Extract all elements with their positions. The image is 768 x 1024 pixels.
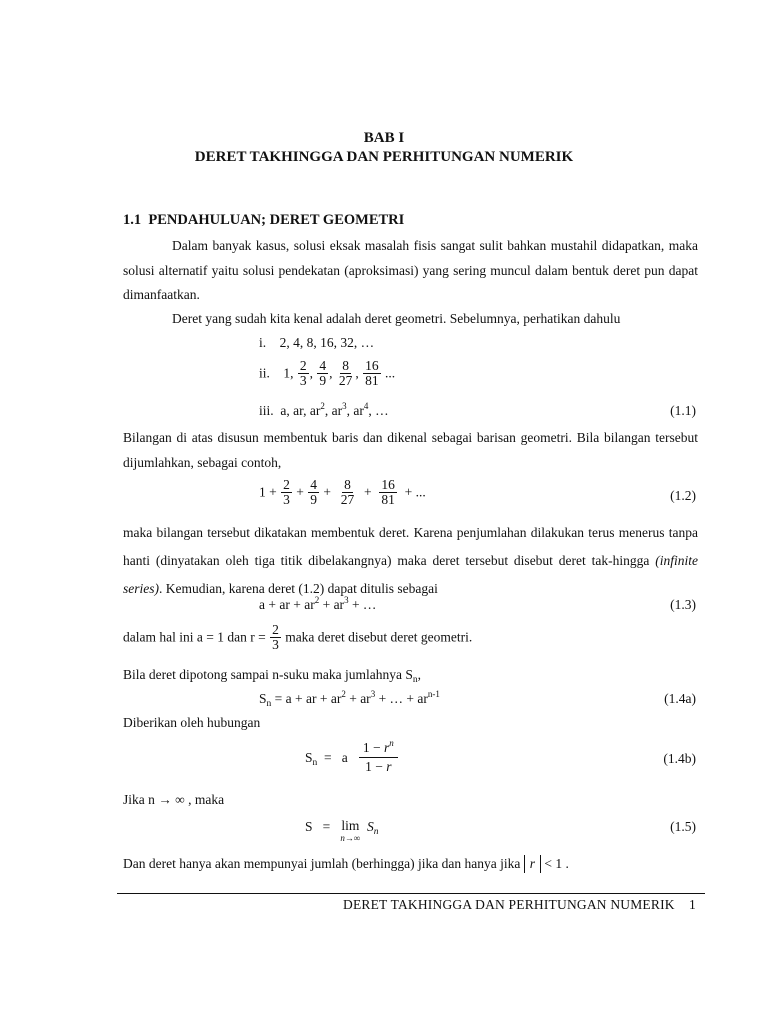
convergence-text-a: Dan deret hanya akan mempunyai jumlah (berhingga) jika dan hanya jika [123, 856, 524, 871]
fraction-8-27-sum: $\frac{8}{27}$ [340, 477, 355, 508]
fraction-8-27: $\frac{8}{27}$ [338, 358, 353, 389]
list-label-ii: ii. [259, 365, 270, 381]
ratio-text-a: dalam hal ini a = 1 dan r = [123, 629, 270, 645]
paragraph-intro: Dalam banyak kasus, solusi eksak masalah fisis sangat sulit bahkan mustahil didapatkan, maka solusi alternatif yaitu solusi pendekatan (aproksimasi) yang sering muncul dalam bentuk deret pun dapat dimanfaatkan. [123, 238, 698, 302]
chapter-label: BAB I [363, 130, 405, 146]
fraction-4-9: $\frac{4}{9}$ [319, 358, 327, 389]
fraction-2-3-sum: $\frac{2}{3}$ [283, 477, 290, 508]
equation-limit: S = lim n→∞ $S_n$ [305, 818, 379, 843]
list-item-ii: ii. 1, $\frac{2}{3}$ , $\frac{4}{9}$ , $\frac{8}{27}$ , $\frac{16}{81}$ ... [259, 358, 396, 389]
paragraph-limit: Jika n → ∞ , maka [123, 792, 225, 807]
partial-sum-comma: , [417, 667, 421, 682]
paragraph-sequence: Bilangan di atas disusun membentuk baris dan dikenal sebagai barisan geometri. Bila bilangan tersebut dijumlahkan, sebagai contoh, [123, 430, 698, 470]
equation-number-1-4b: (1.4b) [663, 751, 696, 766]
section-heading [123, 212, 404, 229]
equation-number-1-1: (1.1) [670, 403, 696, 418]
section-number: 1.1 [123, 212, 142, 228]
list-label-i: i. [259, 335, 267, 350]
equation-geometric-series: a + ar + $ar^2 + ar^3$ + … [259, 595, 377, 612]
list-item-i [259, 335, 374, 351]
limit-operator: lim n→∞ [340, 818, 361, 843]
list-label-iii: iii. [259, 403, 274, 418]
paragraph-text-a: maka bilangan tersebut dikatakan membentuk deret. Karena penjumlahan dilakukan terus menerus tanpa hanti (dinyatakan oleh tiga titik dibelakangnya) maka deret tersebut disebut deret tak-hingga [123, 525, 698, 568]
equation-series-sum: 1 + $\frac{2}{3}$ + $\frac{4}{9}$ + $\frac{8}{27}$ + $\frac{16}{81}$ + ... [259, 477, 426, 508]
equation-partial-sum: $S_n = a$ + ar + $ar^2 + ar^3$ + … + $ar^{n-1}$ [259, 689, 440, 709]
fraction-4-9-sum: $\frac{4}{9}$ [310, 477, 317, 508]
fraction-16-81-sum: $\frac{16}{81}$ [381, 477, 395, 508]
fraction-ratio: $\frac{2}{3}$ [272, 622, 279, 653]
paragraph-text-b: . Kemudian, karena deret (1.2) dapat ditulis sebagai [159, 581, 438, 596]
fraction-2-3: $\frac{2}{3}$ [299, 358, 307, 389]
fraction-sum-formula: $\frac{1 - r^n}{1 - r}$ [359, 741, 398, 774]
infinite-series-term: (infinite series) [123, 553, 698, 596]
paragraph-ratio [123, 623, 472, 652]
paragraph-convergence [123, 855, 569, 873]
page-number: 1 [689, 897, 696, 912]
ratio-text-b: maka deret disebut deret geometri. [281, 629, 473, 645]
equation-number-1-3: (1.3) [670, 597, 696, 612]
paragraph-infinite-series [123, 519, 698, 603]
list-item-iii: iii. a, ar, $ar^2$, $ar^3$, $ar^4$, … [259, 401, 389, 418]
page-footer [343, 897, 696, 913]
equation-number-1-5: (1.5) [670, 819, 696, 834]
footer-title: DERET TAKHINGGA DAN PERHITUNGAN NUMERIK [343, 897, 675, 912]
paragraph-relation: Diberikan oleh hubungan [123, 715, 261, 730]
partial-sum-subscript: n [412, 675, 418, 685]
convergence-text-b: < 1 . [541, 856, 569, 871]
equation-number-1-2: (1.2) [670, 488, 696, 503]
section-title: PENDAHULUAN; DERET GEOMETRI [148, 212, 405, 228]
equation-sum-formula: $S_n = a$ $\frac{1 - r^n}{1 - r}$ [305, 741, 399, 774]
partial-sum-text: Bila deret dipotong sampai n-suku maka jumlahnya S [123, 667, 413, 682]
equation-number-1-4a: (1.4a) [664, 691, 696, 706]
list-text-i: 2, 4, 8, 16, 32, … [279, 335, 375, 350]
abs-r: r [524, 855, 541, 873]
paragraph-geometric: Deret yang sudah kita kenal adalah deret geometri. Sebelumnya, perhatikan dahulu [172, 311, 621, 326]
footer-rule [117, 893, 705, 894]
paragraph-partial-sum [123, 667, 421, 683]
fraction-16-81: $\frac{16}{81}$ [365, 358, 379, 389]
chapter-title: DERET TAKHINGGA DAN PERHITUNGAN NUMERIK [194, 149, 574, 165]
